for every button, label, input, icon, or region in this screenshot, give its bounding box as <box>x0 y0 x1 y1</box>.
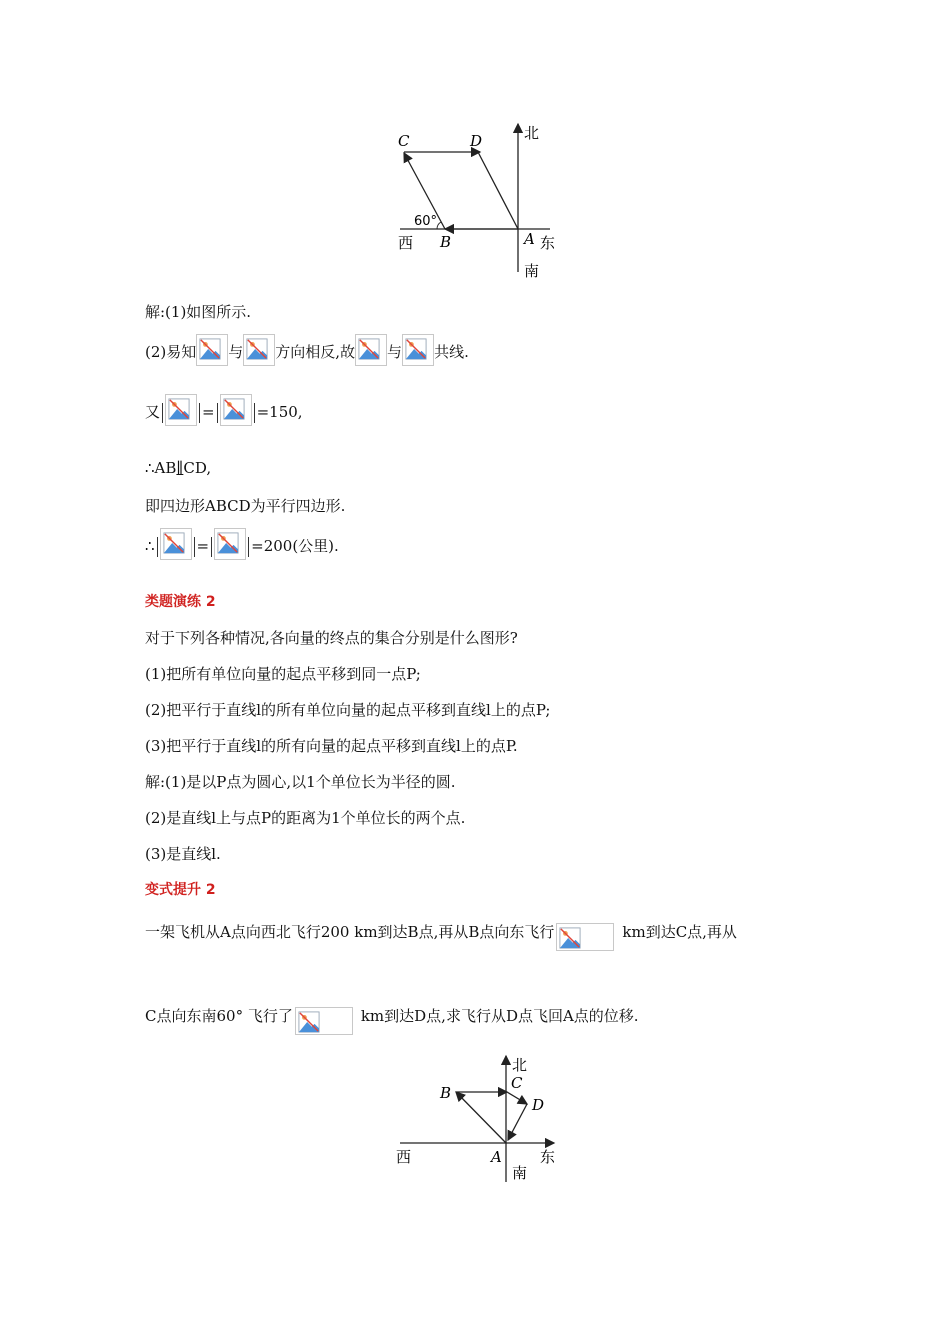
label-a: A <box>491 1148 502 1166</box>
vector-image-placeholder <box>355 334 387 366</box>
label-south: 南 <box>512 1164 528 1182</box>
practice-question-2: (2)把平行于直线l的所有单位向量的起点平移到直线l上的点P; <box>145 701 551 719</box>
practice-answer-3: (3)是直线l. <box>145 845 221 863</box>
practice-question-3: (3)把平行于直线l的所有向量的起点平移到直线l上的点P. <box>145 737 518 755</box>
label-west: 西 <box>396 1148 412 1166</box>
vector-image-placeholder <box>165 394 197 426</box>
vector-da <box>508 1104 527 1140</box>
label-a: A <box>524 230 535 248</box>
label-north: 北 <box>524 124 540 142</box>
vector-image-placeholder <box>243 334 275 366</box>
solution-line-3: 又 = =150, <box>145 400 303 426</box>
practice-question-1: (1)把所有单位向量的起点平移到同一点P; <box>145 665 421 683</box>
section-heading-variant: 变式提升 2 <box>145 882 216 898</box>
label-west: 西 <box>398 234 414 252</box>
practice-answer-1: 解:(1)是以P点为圆心,以1个单位长为半径的圆. <box>145 773 456 791</box>
label-d: D <box>470 132 483 150</box>
solution-line-6: ∴ = =200(公里). <box>145 534 339 560</box>
label-east: 东 <box>540 1148 556 1166</box>
value-image-placeholder <box>295 1007 353 1035</box>
vector-image-placeholder <box>160 528 192 560</box>
variant-problem-line-1: 一架飞机从A点向西北飞行200 km到达B点,再从B点向东飞行 km到达C点,再从 <box>145 915 737 951</box>
vector-image-placeholder <box>196 334 228 366</box>
solution-line-4: ∴AB∥CD, <box>145 459 212 477</box>
vector-ab <box>456 1092 506 1143</box>
label-angle: 60° <box>414 214 438 229</box>
vector-image-placeholder <box>220 394 252 426</box>
vector-image-placeholder <box>402 334 434 366</box>
solution-line-5: 即四边形ABCD为平行四边形. <box>145 497 346 515</box>
angle-arc <box>437 222 441 229</box>
value-image-placeholder <box>556 923 614 951</box>
label-c: C <box>511 1074 523 1092</box>
vector-image-placeholder <box>214 528 246 560</box>
label-east: 东 <box>540 234 556 252</box>
variant-problem-line-2: C点向东南60° 飞行了 km到达D点,求飞行从D点飞回A点的位移. <box>145 999 639 1035</box>
solution-line-1: 解:(1)如图所示. <box>145 303 252 321</box>
label-b: B <box>440 1084 452 1102</box>
section-heading-practice: 类题演练 2 <box>145 594 216 610</box>
segment-da <box>478 152 518 229</box>
label-b: B <box>440 233 452 251</box>
label-d: D <box>532 1096 545 1114</box>
figure-2-flight-path <box>394 1052 564 1184</box>
label-north: 北 <box>512 1056 528 1074</box>
practice-answer-2: (2)是直线l上与点P的距离为1个单位长的两个点. <box>145 809 466 827</box>
label-south: 南 <box>524 262 540 280</box>
practice-question: 对于下列各种情况,各向量的终点的集合分别是什么图形? <box>145 629 518 647</box>
label-c: C <box>398 132 410 150</box>
solution-line-2: (2)易知 与 方向相反,故 与 共线. <box>145 340 469 366</box>
figure-1-parallelogram <box>390 122 590 282</box>
vector-cd <box>507 1092 527 1104</box>
